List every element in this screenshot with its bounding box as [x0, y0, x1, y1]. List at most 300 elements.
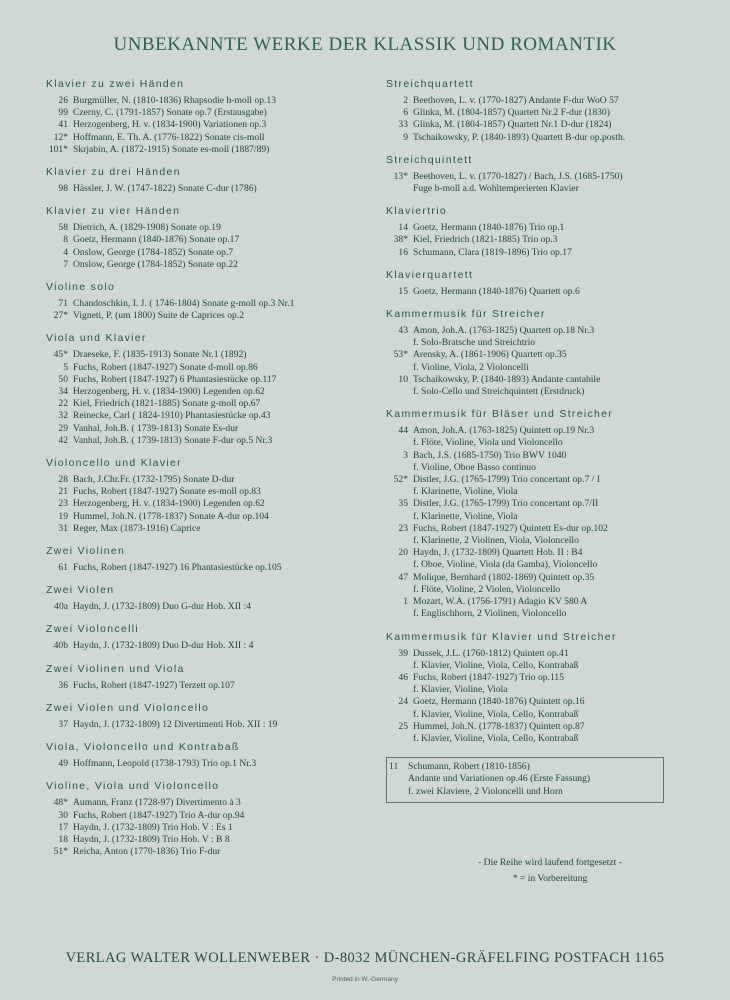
section-title: Violoncello und Klavier — [46, 457, 182, 470]
entry-number: 19 — [58, 510, 68, 522]
entry-title-line: Goetz, Hermann (1840-1876) Sonate op.17 — [73, 234, 240, 246]
catalog-section — [386, 631, 716, 746]
entry-title-line: Vigneti, P. (um 1800) Suite de Caprices op.2 — [73, 310, 245, 322]
catalog-entry — [46, 410, 366, 422]
entry-number: 39 — [398, 647, 408, 659]
left-column — [46, 78, 366, 868]
catalog-entry — [46, 435, 366, 447]
entry-number: 32 — [58, 410, 68, 422]
section-title: Kammermusik für Streicher — [386, 308, 546, 321]
entry-number: 51* — [53, 846, 68, 858]
section-title: Klavier zu vier Händen — [46, 205, 181, 218]
catalog-entry — [386, 107, 716, 119]
entry-text — [73, 810, 366, 822]
catalog-entry — [386, 349, 716, 373]
entry-text — [413, 523, 716, 547]
entry-scoring-line: f. Klavier, Violine, Viola — [413, 684, 508, 696]
entry-scoring-line: f. Klavier, Violine, Viola, Cello, Kontrabaß — [413, 659, 579, 671]
entry-text — [73, 107, 366, 119]
entry-title-line: Goetz, Hermann (1840-1876) Quintett op.16 — [413, 696, 585, 708]
entry-number: 15 — [398, 285, 408, 297]
entry-text — [73, 523, 366, 535]
catalog-entry — [386, 286, 716, 298]
entry-title-line: Czerny, C. (1791-1857) Sonate op.7 (Erstausgabe) — [73, 107, 267, 119]
entry-title-line: Hummel, Joh.N. (1778-1837) Sonate A-dur op.104 — [73, 510, 269, 522]
entry-text — [73, 398, 366, 410]
entry-number: 23 — [58, 498, 68, 510]
entry-number: 53* — [393, 349, 408, 361]
entry-number: 10 — [398, 373, 408, 385]
catalog-entry — [46, 719, 366, 731]
entry-text — [73, 298, 366, 310]
catalog-entry — [386, 648, 716, 672]
entry-title-line: Hummel, Joh.N. (1778-1837) Quintett op.87 — [413, 720, 585, 732]
catalog-entry — [46, 398, 366, 410]
entry-text — [73, 719, 366, 731]
entry-text — [413, 132, 716, 144]
entry-text — [73, 310, 366, 322]
entry-number: 3 — [403, 449, 408, 461]
entry-text — [413, 325, 716, 349]
entry-text — [73, 423, 366, 435]
entry-text — [413, 596, 716, 620]
catalog-entry — [46, 386, 366, 398]
entry-text — [73, 680, 366, 692]
entry-title-line: Beethoven, L. v. (1770-1827) / Bach, J.S. (1685-1750) — [413, 170, 623, 182]
catalog-entry — [46, 601, 366, 613]
entry-text — [413, 425, 716, 449]
catalog-entry — [46, 846, 366, 858]
section-title: Klavier zu drei Händen — [46, 166, 181, 179]
entry-text — [73, 474, 366, 486]
entry-number: 99 — [58, 107, 68, 119]
entry-number: 13* — [393, 170, 408, 182]
catalog-entry — [46, 758, 366, 770]
entry-title-line: Distler, J.G. (1765-1799) Trio concertant op.7 / I — [413, 474, 600, 486]
entry-number: 37 — [58, 718, 68, 730]
catalog-entry — [386, 222, 716, 234]
entry-number: 61 — [58, 562, 68, 574]
entry-title-line: Draeseke, F. (1835-1913) Sonate Nr.1 (1892) — [73, 349, 247, 361]
entry-text — [73, 386, 366, 398]
entry-text — [73, 640, 366, 652]
entry-number: 45* — [53, 349, 68, 361]
entry-title-line: Reger, Max (1873-1916) Caprice — [73, 522, 201, 534]
entry-scoring-line: f. zwei Klaviere, 2 Violoncelli und Horn — [408, 785, 563, 797]
catalog-entry — [386, 450, 716, 474]
catalog-entry — [386, 132, 716, 144]
entry-text — [413, 247, 716, 259]
entry-text — [413, 107, 716, 119]
entry-title-line: Aumann, Franz (1728-97) Divertimento à 3 — [73, 797, 241, 809]
entry-number: 9 — [403, 131, 408, 143]
catalog-entry — [46, 822, 366, 834]
catalog-entry — [386, 572, 716, 596]
entry-title-line: Herzogenberg, H. v. (1834-1900) Variationen op.3 — [73, 119, 267, 131]
entry-text — [73, 822, 366, 834]
section-title: Streichquartett — [386, 78, 474, 90]
section-title: Violine solo — [46, 281, 116, 294]
catalog-section — [46, 545, 366, 574]
entry-text — [413, 95, 716, 107]
entry-number: 31 — [58, 522, 68, 534]
entry-text — [413, 474, 716, 498]
entry-text — [73, 95, 366, 107]
entry-title-line: Tschaikowsky, P. (1840-1893) Andante cantabile — [413, 373, 601, 385]
entry-title-line: Haydn, J. (1732-1809) Duo G-dur Hob. XII :4 — [73, 601, 251, 613]
footnote-asterisk: * = in Vorbereitung — [512, 873, 588, 884]
entry-text — [73, 234, 366, 246]
entry-title-line: Herzogenberg, H. v. (1834-1900) Legenden op.62 — [73, 386, 265, 398]
catalog-entry — [386, 325, 716, 349]
entry-scoring-line: Andante und Variationen op.46 (Erste Fassung) — [408, 773, 591, 785]
entry-text — [413, 696, 716, 720]
entry-number: 21 — [58, 486, 68, 498]
entry-text — [413, 119, 716, 131]
entry-title-line: Vanhal, Joh.B. ( 1739-1813) Sonate Es-dur — [73, 422, 239, 434]
entry-title-line: Goetz, Hermann (1840-1876) Trio op.1 — [413, 222, 565, 234]
entry-scoring-line: Fuge b-moll a.d. Wohltemperierten Klavier — [413, 183, 579, 195]
catalog-entry — [389, 761, 657, 798]
entry-title-line: Reinecke, Carl ( 1824-1910) Phantasiestücke op.43 — [73, 410, 271, 422]
entry-title-line: Herzogenberg, H. v. (1834-1900) Legenden op.62 — [73, 498, 265, 510]
entry-number: 5 — [63, 361, 68, 373]
entry-title-line: Fuchs, Robert (1847-1927) 6 Phantasiestücke op.117 — [73, 373, 277, 385]
catalog-entry — [386, 596, 716, 620]
entry-title-line: Reicha, Anton (1770-1836) Trio F-dur — [73, 846, 221, 858]
entry-title-line: Fuchs, Robert (1847-1927) Trio A-dur op.94 — [73, 809, 245, 821]
entry-text — [73, 846, 366, 858]
catalog-entry — [386, 171, 716, 195]
entry-scoring-line: f. Klarinette, Violine, Viola — [413, 510, 518, 522]
section-title: Kammermusik für Bläser und Streicher — [386, 408, 614, 421]
entry-title-line: Fuchs, Robert (1847-1927) Sonate d-moll op.86 — [73, 361, 258, 373]
entry-number: 20 — [398, 547, 408, 559]
entry-text — [73, 511, 366, 523]
entry-text — [73, 435, 366, 447]
entry-text — [73, 362, 366, 374]
entry-number: 58 — [58, 222, 68, 234]
catalog-entry — [386, 696, 716, 720]
section-title: Streichquintett — [386, 153, 473, 166]
catalog-entry — [386, 498, 716, 522]
entry-number: 44 — [398, 425, 408, 437]
entry-scoring-line: f. Flöte, Violine, 2 Violen, Violoncello — [413, 583, 561, 595]
section-title: Zwei Violen und Violoncello — [46, 701, 210, 714]
catalog-section — [386, 78, 716, 144]
entry-scoring-line: f. Solo-Bratsche und Streichtrio — [413, 337, 536, 349]
entry-title-line: Goetz, Hermann (1840-1876) Quartett op.6 — [413, 285, 580, 297]
catalog-entry — [46, 640, 366, 652]
catalog-entry — [46, 119, 366, 131]
entry-scoring-line: f. Klavier, Violine, Viola, Cello, Kontrabaß — [413, 732, 579, 744]
entry-title-line: Mozart, W.A. (1756-1791) Adagio KV 580 A — [413, 596, 588, 608]
entry-number: 48* — [53, 797, 68, 809]
entry-text — [408, 761, 657, 798]
catalog-entry — [46, 298, 366, 310]
entry-number: 11 — [389, 761, 399, 773]
entry-text — [73, 562, 366, 574]
entry-text — [73, 374, 366, 386]
publisher-footer: VERLAG WALTER WOLLENWEBER · D-8032 MÜNCHEN-GRÄFELFING POSTFACH 1165 — [65, 950, 665, 966]
entry-title-line: Fuchs, Robert (1847-1927) Terzett op.107 — [73, 679, 235, 691]
entry-title-line: Fuchs, Robert (1847-1927) 16 Phantasiestücke op.105 — [73, 562, 282, 574]
entry-scoring-line: f. Solo-Cello und Streichquintett (Erstdruck) — [413, 386, 585, 398]
entry-title-line: Tschaikowsky, P. (1840-1893) Quartett B-dur op.posth. — [413, 131, 626, 143]
entry-title-line: Arensky, A. (1861-1906) Quartett op.35 — [413, 349, 567, 361]
entry-title-line: Haydn, J. (1732-1809) Duo D-dur Hob. XII : 4 — [73, 640, 254, 652]
section-title: Klavierquartett — [386, 268, 474, 281]
entry-number: 52* — [393, 474, 408, 486]
catalog-section — [46, 332, 366, 447]
entry-title-line: Haydn, J. (1732-1809) Quartett Hob. II : B4 — [413, 547, 583, 559]
catalog-section — [46, 281, 366, 322]
entry-number: 38* — [393, 234, 408, 246]
entry-title-line: Skrjabin, A. (1872-1915) Sonate es-moll (1887/89) — [73, 143, 270, 155]
catalog-entry — [46, 259, 366, 271]
entry-number: 29 — [58, 422, 68, 434]
entry-title-line: Bach, J.S. (1685-1750) Trio BWV 1040 — [413, 449, 567, 461]
entry-title-line: Kiel, Friedrich (1821-1885) Sonate g-moll op.67 — [73, 398, 261, 410]
entry-text — [73, 259, 366, 271]
catalog-entry — [386, 672, 716, 696]
entry-text — [73, 349, 366, 361]
entry-title-line: Haydn, J. (1732-1809) Trio Hob. V : Es 1 — [73, 821, 233, 833]
catalog-section — [386, 408, 716, 620]
entry-title-line: Fuchs, Robert (1847-1927) Trio op.115 — [413, 671, 565, 683]
entry-number: 22 — [58, 398, 68, 410]
entry-text — [73, 410, 366, 422]
entry-title-line: Fuchs, Robert (1847-1927) Sonate es-moll op.83 — [73, 486, 261, 498]
catalog-section — [46, 166, 366, 195]
catalog-section — [46, 702, 366, 731]
entry-text — [73, 222, 366, 234]
entry-number: 49 — [58, 758, 68, 770]
entry-scoring-line: f. Klarinette, Violine, Viola — [413, 486, 518, 498]
entry-text — [73, 498, 366, 510]
section-title: Viola, Violoncello und Kontrabaß — [46, 741, 240, 754]
catalog-section — [386, 154, 716, 195]
section-title: Kammermusik für Klavier und Streicher — [386, 630, 617, 643]
entry-text — [73, 797, 366, 809]
catalog-entry — [386, 721, 716, 745]
catalog-entry — [386, 523, 716, 547]
catalog-entry — [46, 810, 366, 822]
entry-text — [73, 132, 366, 144]
entry-scoring-line: f. Violine, Oboe Basso continuo — [413, 461, 536, 473]
entry-title-line: Bach, J.Chr.Fr. (1732-1795) Sonate D-dur — [73, 474, 235, 486]
catalog-entry — [46, 498, 366, 510]
entry-title-line: Burgmüller, N. (1810-1836) Rhapsodie h-moll op.13 — [73, 95, 277, 106]
entry-text — [413, 648, 716, 672]
catalog-entry — [46, 144, 366, 156]
entry-number: 27* — [53, 310, 68, 322]
catalog-entry — [46, 374, 366, 386]
catalog-entry — [386, 247, 716, 259]
catalog-entry — [46, 132, 366, 144]
entry-text — [73, 601, 366, 613]
entry-title-line: Dietrich, A. (1829-1908) Sonate op.19 — [73, 222, 221, 234]
entry-text — [413, 234, 716, 246]
entry-scoring-line: f. Klavier, Violine, Viola, Cello, Kontrabaß — [413, 708, 579, 720]
entry-text — [73, 758, 366, 770]
entry-number: 36 — [58, 679, 68, 691]
highlighted-entry-box — [386, 757, 664, 803]
catalog-section — [386, 308, 716, 398]
catalog-entry — [46, 362, 366, 374]
catalog-entry — [46, 310, 366, 322]
catalog-entry — [386, 547, 716, 571]
entry-title-line: Amon, Joh.A. (1763-1825) Quartett op.18 Nr.3 — [413, 325, 595, 337]
entry-number: 24 — [398, 696, 408, 708]
entry-title-line: Vanhal, Joh.B. ( 1739-1813) Sonate F-dur op.5 Nr.3 — [73, 434, 273, 446]
right-column — [386, 78, 716, 803]
catalog-entry — [386, 95, 716, 107]
entry-text — [413, 547, 716, 571]
entry-title-line: Dussek, J.L. (1760-1812) Quintett op.41 — [413, 647, 569, 659]
catalog-entry — [46, 523, 366, 535]
entry-number: 12* — [53, 131, 68, 143]
entry-number: 98 — [58, 183, 68, 195]
entry-text — [73, 119, 366, 131]
entry-text — [413, 222, 716, 234]
entry-text — [413, 672, 716, 696]
entry-number: 1 — [403, 596, 408, 608]
section-title: Klavier zu zwei Händen — [46, 78, 185, 90]
catalog-entry — [46, 511, 366, 523]
page-title: UNBEKANNTE WERKE DER KLASSIK UND ROMANTIK — [113, 34, 617, 55]
entry-number: 2 — [403, 95, 408, 106]
catalog-entry — [46, 423, 366, 435]
catalog-entry — [46, 834, 366, 846]
entry-text — [413, 349, 716, 373]
entry-number: 35 — [398, 498, 408, 510]
catalog-entry — [46, 349, 366, 361]
entry-text — [413, 721, 716, 745]
entry-text — [73, 247, 366, 259]
entry-number: 42 — [58, 434, 68, 446]
entry-number: 41 — [58, 119, 68, 131]
entry-number: 30 — [58, 809, 68, 821]
entry-title-line: Haydn, J. (1732-1809) 12 Divertimenti Hob. XII : 19 — [73, 718, 278, 730]
entry-number: 18 — [58, 833, 68, 845]
catalog-section — [386, 269, 716, 298]
entry-title-line: Fuchs, Robert (1847-1927) Quintett Es-dur op.102 — [413, 522, 608, 534]
entry-text — [73, 183, 366, 195]
entry-title-line: Onslow, George (1784-1852) Sonate op.7 — [73, 246, 234, 258]
section-title: Zwei Violen — [46, 584, 115, 597]
entry-number: 50 — [58, 373, 68, 385]
entry-title-line: Glinka, M. (1804-1857) Quartett Nr.2 F-dur (1830) — [413, 107, 610, 119]
catalog-entry — [46, 247, 366, 259]
catalog-entry — [46, 107, 366, 119]
entry-title-line: Glinka, M. (1804-1857) Quartett Nr.1 D-dur (1824) — [413, 119, 612, 131]
entry-number: 6 — [403, 107, 408, 119]
entry-number: 26 — [58, 95, 68, 106]
entry-title-line: Haydn, J. (1732-1809) Trio Hob. V : B 8 — [73, 833, 230, 845]
section-title: Klaviertrio — [386, 205, 447, 218]
entry-title-line: Amon, Joh.A. (1763-1825) Quintett op.19 Nr.3 — [413, 425, 595, 437]
catalog-section — [46, 741, 366, 770]
catalog-section — [46, 205, 366, 271]
catalog-entry — [386, 234, 716, 246]
printed-note: Printed in W.-Germany — [332, 976, 398, 983]
entry-title-line: Kiel, Friedrich (1821-1885) Trio op.3 — [413, 234, 558, 246]
entry-number: 25 — [398, 720, 408, 732]
catalog-entry — [46, 562, 366, 574]
entry-number: 4 — [63, 246, 68, 258]
catalog-entry — [46, 474, 366, 486]
entry-scoring-line: f. Oboe, Violine, Viola (da Gamba), Violoncello — [413, 559, 598, 571]
entry-number: 8 — [63, 234, 68, 246]
entry-number: 23 — [398, 522, 408, 534]
entry-title-line: Schumann, Clara (1819-1896) Trio op.17 — [413, 246, 572, 258]
entry-number: 101* — [48, 143, 68, 155]
entry-number: 40a — [54, 601, 68, 613]
entry-number: 14 — [398, 222, 408, 234]
entry-text — [413, 450, 716, 474]
catalog-entry — [46, 234, 366, 246]
entry-text — [413, 572, 716, 596]
entry-title-line: Onslow, George (1784-1852) Sonate op.22 — [73, 258, 238, 270]
entry-scoring-line: f. Violine, Viola, 2 Violoncelli — [413, 361, 529, 373]
catalog-section — [46, 663, 366, 692]
entry-number: 46 — [398, 671, 408, 683]
entry-title-line: Molique, Bernhard (1802-1869) Quintett op.35 — [413, 571, 595, 583]
catalog-entry — [46, 183, 366, 195]
footnote-series: - Die Reihe wird laufend fortgesetzt - — [478, 857, 622, 868]
entry-title-line: Distler, J.G. (1765-1799) Trio concertant op.7/II — [413, 498, 599, 510]
section-title: Zwei Violoncelli — [46, 623, 139, 636]
entry-number: 34 — [58, 386, 68, 398]
entry-title-line: Hoffmann, Leopold (1738-1793) Trio op.1 Nr.3 — [73, 758, 257, 770]
entry-number: 33 — [398, 119, 408, 131]
catalog-section — [46, 584, 366, 613]
entry-title-line: Hoffmann, E. Th. A. (1776-1822) Sonate cis-moll — [73, 131, 265, 143]
catalog-entry — [386, 425, 716, 449]
section-title: Violine, Viola und Violoncello — [46, 780, 220, 793]
entry-title-line: Hässler, J. W. (1747-1822) Sonate C-dur (1786) — [73, 183, 257, 195]
catalog-entry — [386, 119, 716, 131]
entry-text — [413, 286, 716, 298]
catalog-entry — [46, 95, 366, 107]
entry-number: 47 — [398, 571, 408, 583]
entry-text — [73, 486, 366, 498]
section-title: Zwei Violinen und Viola — [46, 662, 185, 675]
entry-number: 40b — [53, 640, 68, 652]
catalog-entry — [386, 474, 716, 498]
catalog-section — [46, 623, 366, 652]
catalog-section — [46, 457, 366, 535]
entry-text — [413, 498, 716, 522]
entry-text — [73, 144, 366, 156]
entry-scoring-line: f. Englischhorn, 2 Violinen, Violoncello — [413, 608, 567, 620]
entry-number: 28 — [58, 474, 68, 486]
entry-scoring-line: f. Flöte, Violine, Viola und Violoncello — [413, 437, 563, 449]
catalog-entry — [46, 486, 366, 498]
catalog-section — [46, 78, 366, 156]
entry-number: 43 — [398, 325, 408, 337]
entry-title-line: Chandoschkin, I. J. ( 1746-1804) Sonate g-moll op.3 Nr.1 — [73, 298, 295, 310]
entry-text — [413, 171, 716, 195]
entry-title-line: Schumann, Robert (1810-1856) — [408, 761, 530, 773]
footnotes — [420, 855, 680, 887]
entry-number: 17 — [58, 821, 68, 833]
entry-text — [73, 834, 366, 846]
catalog-section — [386, 205, 716, 259]
catalog-entry — [46, 680, 366, 692]
catalog-entry — [46, 797, 366, 809]
